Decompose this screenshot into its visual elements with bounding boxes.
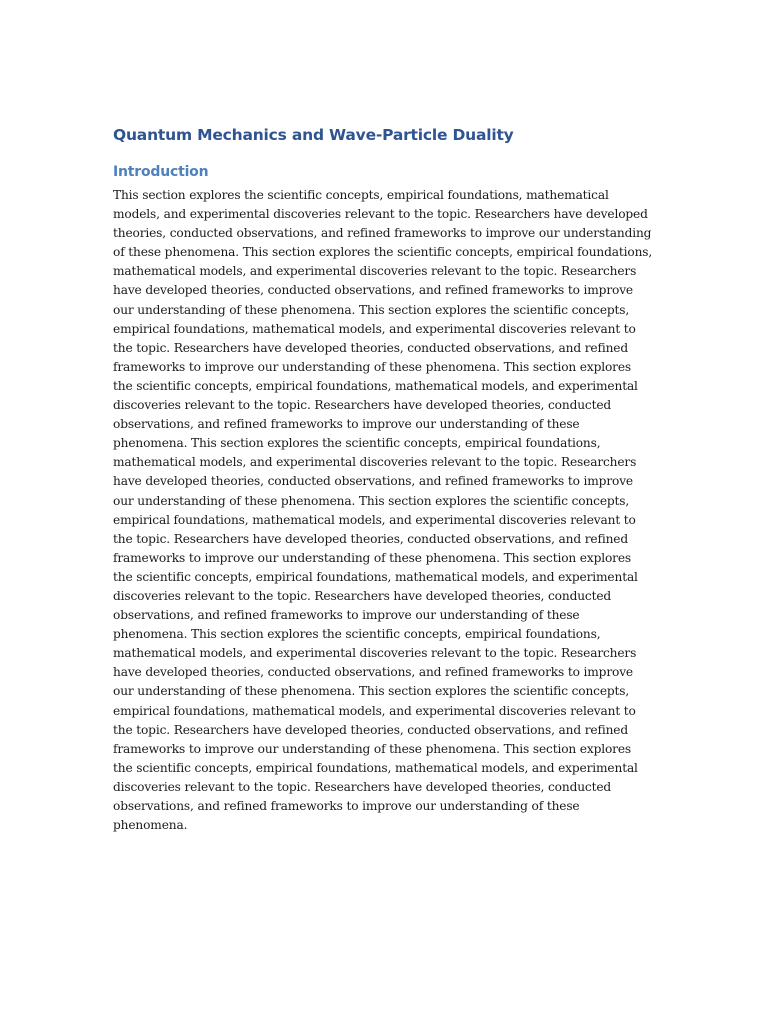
document-content — [113, 124, 653, 835]
section-paragraph: This section explores the scientific concepts, empirical foundations, mathematical models, and experimental discoveries relevant to the topic. Researchers have developed theories, conducted observations, and refined frameworks to improve our understanding of these phenomena. This section explores the scientific concepts, empirical foundations, mathematical models, and experimental discoveries relevant to the topic. Researchers have developed theories, conducted observations, and refined frameworks to improve our understanding of these phenomena. This section explores the scientific concepts, empirical foundations, mathematical models, and experimental discoveries relevant to the topic. Researchers have developed theories, conducted observations, and refined frameworks to improve our understanding of these phenomena. This section explores the scientific concepts, empirical foundations, mathematical models, and experimental discoveries relevant to the topic. Researchers have developed theories, conducted observations, and refined frameworks to improve our understanding of these phenomena. This section explores the scientific concepts, empirical foundations, mathematical models, and experimental discoveries relevant to the topic. Researchers have developed theories, conducted observations, and refined frameworks to improve our understanding of these phenomena. This section explores the scientific concepts, empirical foundations, mathematical models, and experimental discoveries relevant to the topic. Researchers have developed theories, conducted observations, and refined frameworks to improve our understanding of these phenomena. This section explores the scientific concepts, empirical foundations, mathematical models, and experimental discoveries relevant to the topic. Researchers have developed theories, conducted observations, and refined frameworks to improve our understanding of these phenomena. This section explores the scientific concepts, empirical foundations, mathematical models, and experimental discoveries relevant to the topic. Researchers have developed theories, conducted observations, and refined frameworks to improve our understanding of these phenomena. This section explores the scientific concepts, empirical foundations, mathematical models, and experimental discoveries relevant to the topic. Researchers have developed theories, conducted observations, and refined frameworks to improve our understanding of these phenomena. This section explores the scientific concepts, empirical foundations, mathematical models, and experimental discoveries relevant to the topic. Researchers have developed theories, conducted observations, and refined frameworks to improve our understanding of these phenomena. — [113, 188, 653, 833]
section-introduction — [113, 162, 653, 835]
document-title: Quantum Mechanics and Wave-Particle Duality — [113, 126, 514, 144]
section-heading: Introduction — [113, 164, 209, 180]
